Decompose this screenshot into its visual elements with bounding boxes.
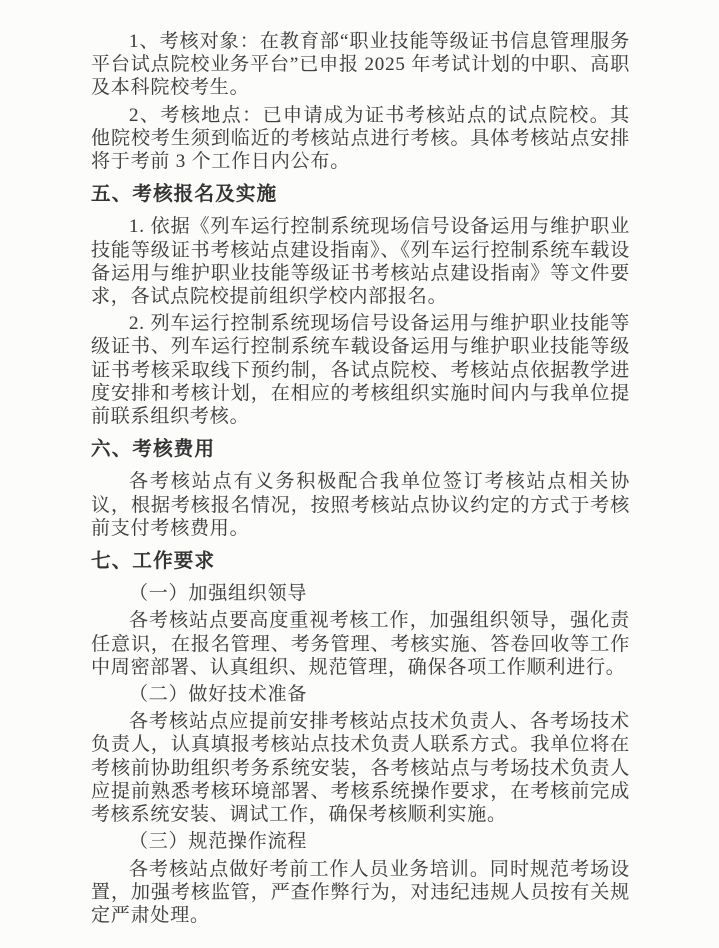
paragraph-registration-basis: 1. 依据《列车运行控制系统现场信号设备运用与维护职业技能等级证书考核站点建设指南》、《列车运行控制系统车载设备运用与维护职业技能等级证书考核站点建设指南》等文件要求，各试点院校提前组织学校内部报名。 (91, 216, 630, 308)
subheading-1-leadership: （一）加强组织领导 (129, 583, 308, 605)
paragraph-fee-agreement: 各考核站点有义务积极配合我单位签订考核站点相关协议，根据考核报名情况，按照考核站点协议约定的方式于考核前支付考核费用。 (91, 471, 630, 539)
paragraph-tech-detail: 各考核站点应提前安排考核站点技术负责人、各考场技术负责人，认真填报考核站点技术负责人联系方式。我单位将在考核前协助组织考务系统安装，各考核站点与考场技术负责人应提前熟悉考核环境部署、考核系统操作要求，在考核前完成考核系统安装、调试工作，确保考核顺利实施。 (91, 711, 630, 826)
paragraph-procedures-detail: 各考核站点做好考前工作人员业务培训。同时规范考场设置，加强考核监管，严查作弊行为，对违纪违规人员按有关规定严肃处理。 (91, 858, 630, 926)
subheading-2-tech-preparation: （二）做好技术准备 (129, 684, 308, 706)
section-heading-7-requirements: 七、工作要求 (91, 550, 216, 573)
paragraph-appointment-system: 2. 列车运行控制系统现场信号设备运用与维护职业技能等级证书、列车运行控制系统车载设备运用与维护职业技能等级证书考核采取线下预约制，各试点院校、考核站点依据教学进度安排和考核计划，在相应的考核组织实施时间内与我单位提前联系组织考核。 (91, 313, 630, 428)
paragraph-exam-location: 2、考核地点：已申请成为证书考核站点的试点院校。其他院校考生须到临近的考核站点进行考核。具体考核站点安排将于考前 3 个工作日内公布。 (91, 104, 630, 173)
subheading-3-procedures: （三）规范操作流程 (129, 831, 308, 853)
section-heading-5-registration: 五、考核报名及实施 (91, 183, 278, 206)
paragraph-leadership-detail: 各考核站点要高度重视考核工作，加强组织领导，强化责任意识，在报名管理、考务管理、考核实施、答卷回收等工作中周密部署、认真组织、规范管理，确保各项工作顺利进行。 (91, 610, 630, 678)
section-heading-6-fees: 六、考核费用 (91, 438, 216, 461)
document-content (91, 30, 630, 931)
paragraph-exam-target: 1、考核对象：在教育部“职业技能等级证书信息管理服务平台试点院校业务平台”已申报 2025 年考试计划的中职、高职及本科院校考生。 (91, 31, 630, 99)
